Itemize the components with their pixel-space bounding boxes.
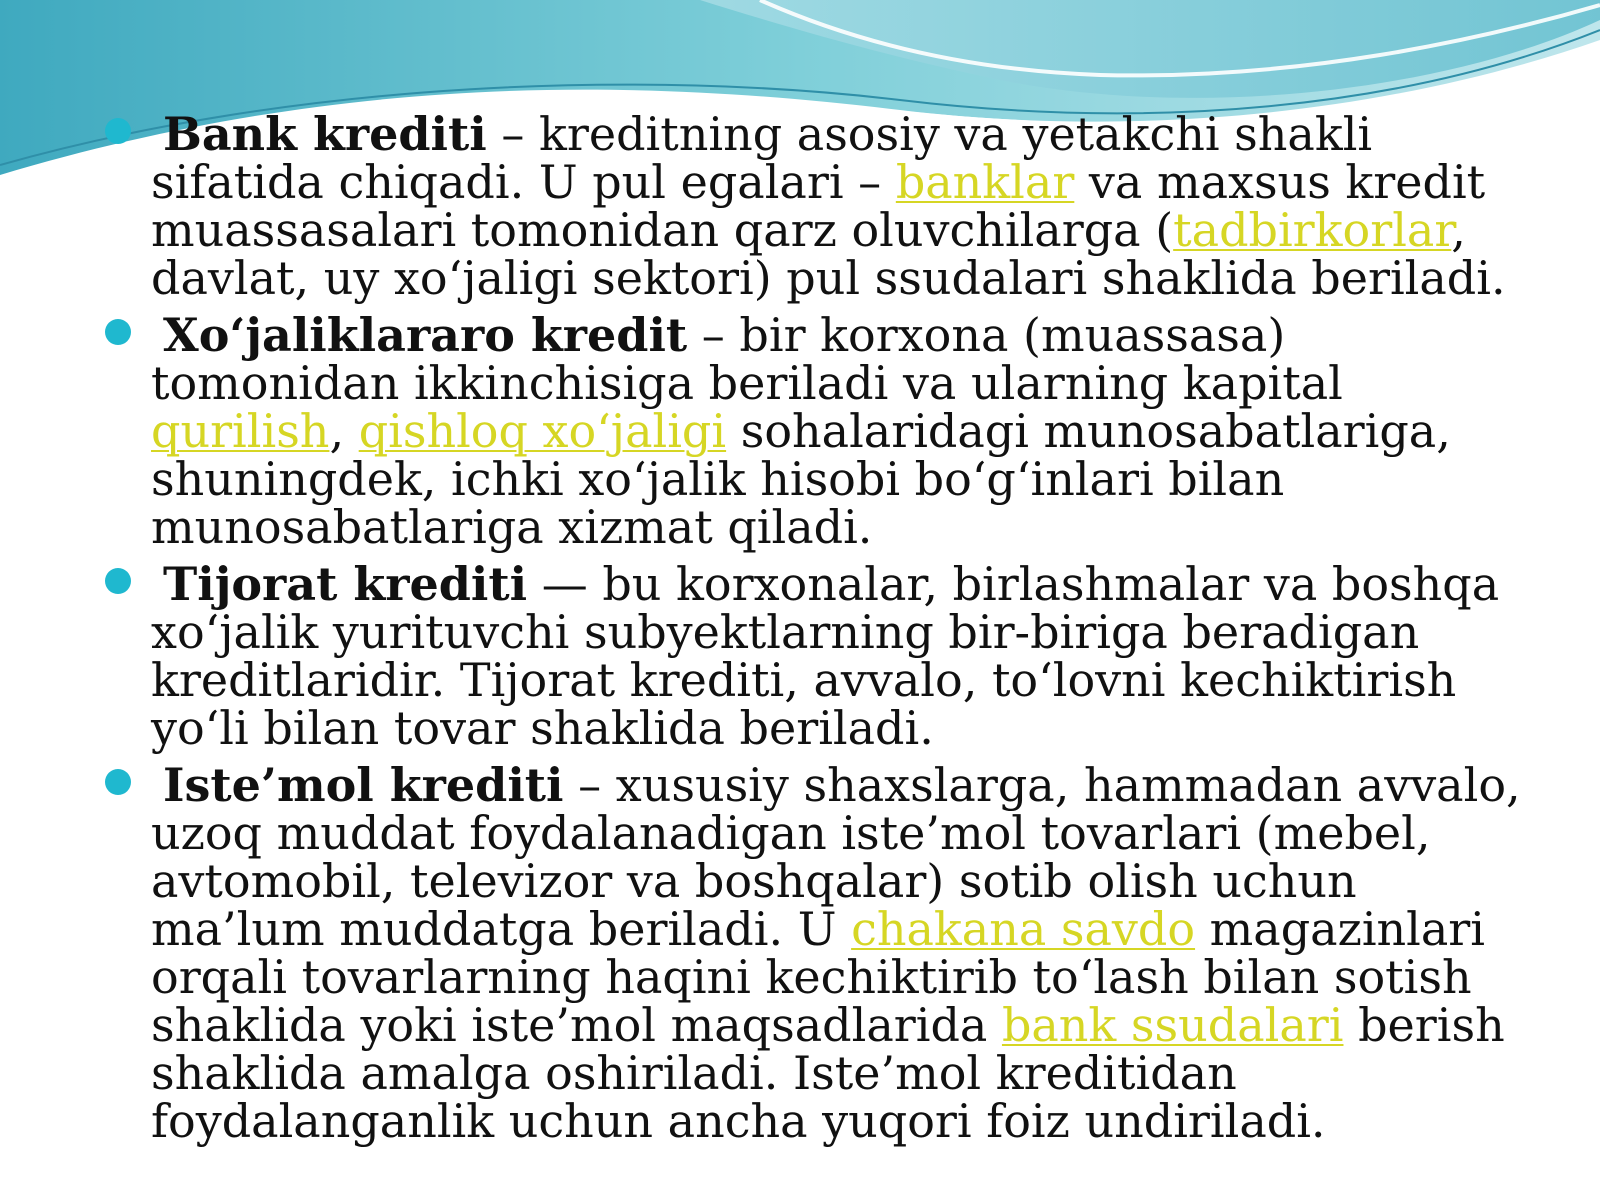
bullet-icon — [105, 319, 131, 345]
definition-text: – kreditning asosiy va yetakchi shakli sifatida chiqadi. U pul egalari – — [151, 107, 1373, 209]
bullet-item-xojaliklararo-kredit — [105, 308, 1525, 554]
bullet-item-tijorat-krediti — [105, 557, 1525, 755]
definition-text: va maxsus kredit muassasalari tomonidan qarz oluvchilarga ( — [151, 155, 1486, 257]
definition-text: , — [329, 404, 359, 458]
link-qurilish[interactable]: qurilish — [151, 404, 330, 458]
link-tadbirkorlar[interactable]: tadbirkorlar — [1173, 203, 1452, 257]
bullet-item-istemol-krediti — [105, 758, 1525, 1148]
bullet-icon — [105, 118, 131, 144]
link-bank-ssudalari[interactable]: bank ssudalari — [1001, 998, 1344, 1052]
definition-text: – bir korxona (muassasa) tomonidan ikkinchisiga beriladi va ularning kapital — [151, 308, 1343, 410]
term-tijorat-krediti: Tijorat krediti — [163, 557, 528, 611]
definition-text: – xususiy shaxslarga, hammadan avvalo, uzoq muddat foydalanadigan iste’mol tovarlari (mebel, avtomobil, televizor va boshqalar) sotib olish uchun ma’lum muddatga beriladi. U — [151, 758, 1521, 956]
bullet-list — [105, 107, 1525, 1154]
definition-text: , davlat, uy xo‘jaligi sektori) pul ssudalari shaklida beriladi. — [151, 203, 1506, 305]
definition-text: berish shaklida amalga oshiriladi. Iste’mol kreditidan foydalanganlik uchun ancha yuqori foiz undiriladi. — [151, 998, 1505, 1148]
definition-text: magazinlari orqali tovarlarning haqini kechiktirib to‘lash bilan sotish shaklida yoki iste’mol maqsadlarida — [151, 902, 1485, 1052]
term-xojaliklararo-kredit: Xo‘jaliklararo kredit — [163, 308, 688, 362]
link-chakana-savdo[interactable]: chakana savdo — [851, 902, 1196, 956]
link-banklar[interactable]: banklar — [895, 155, 1075, 209]
bullet-icon — [105, 769, 131, 795]
bullet-item-bank-krediti — [105, 107, 1525, 305]
term-bank-krediti: Bank krediti — [163, 107, 487, 161]
link-qishloq-xojaligi[interactable]: qishloq xo‘jaligi — [358, 404, 727, 458]
bullet-icon — [105, 568, 131, 594]
definition-text: — bu korxonalar, birlashmalar va boshqa xo‘jalik yurituvchi subyektlarning bir-biriga beradigan kreditlaridir. Tijorat krediti, avvalo, to‘lovni kechiktirish yo‘li bilan tovar shaklida beriladi. — [151, 557, 1500, 755]
definition-text: sohalaridagi munosabatlariga, shuningdek, ichki xo‘jalik hisobi bo‘g‘inlari bilan munosabatlariga xizmat qiladi. — [151, 404, 1451, 554]
term-istemol-krediti: Iste’mol krediti — [163, 758, 564, 812]
